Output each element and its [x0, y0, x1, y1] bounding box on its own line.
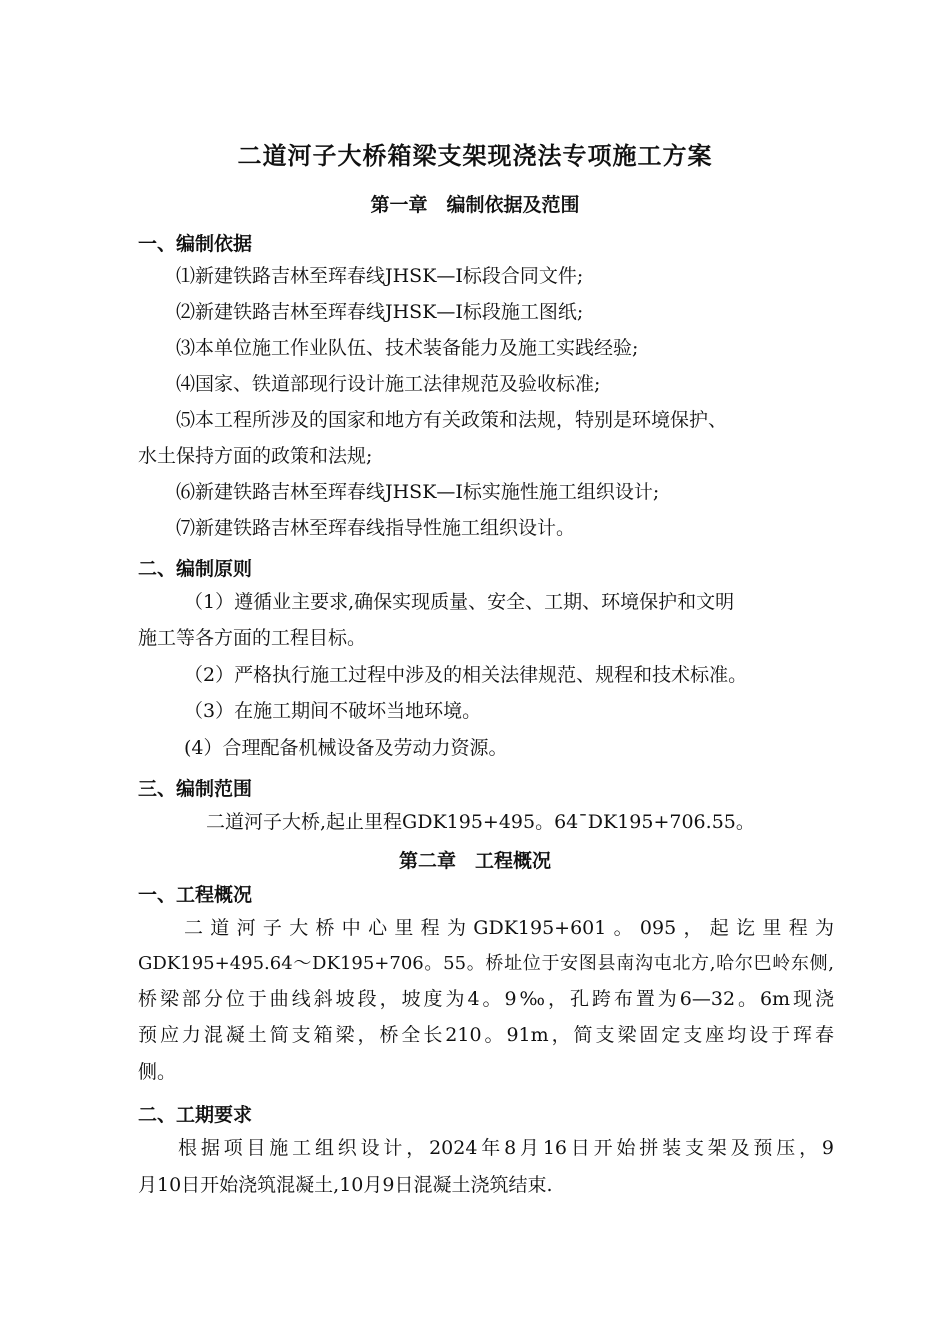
section-heading-principles: 二、编制原则 [138, 558, 253, 580]
section-heading-schedule: 二、工期要求 [138, 1104, 253, 1126]
basis-item-6: ⑹新建铁路吉林至珲春线JHSK—Ⅰ标实施性施工组织设计; [176, 481, 660, 503]
schedule-line-2: 月10日开始浇筑混凝土,10月9日混凝土浇筑结束. [138, 1174, 553, 1196]
section-heading-basis: 一、编制依据 [138, 233, 253, 255]
schedule-line-1: 根据项目施工组织设计，2024年8月16日开始拼装支架及预压，9 [178, 1137, 834, 1159]
overview-line-2: GDK195+495.64～DK195+706。55。桥址位于安图县南沟屯北方,哈尔巴岭东侧, [138, 953, 834, 974]
chapter-2-title: 第二章 工程概况 [398, 850, 551, 872]
basis-item-5: ⑸本工程所涉及的国家和地方有关政策和法规，特别是环境保护、 [176, 409, 728, 431]
section-heading-overview: 一、工程概况 [138, 884, 253, 906]
basis-item-1: ⑴新建铁路吉林至珲春线JHSK—Ⅰ标段合同文件; [176, 265, 584, 287]
basis-item-4: ⑷国家、铁道部现行设计施工法律规范及验收标准; [176, 373, 601, 395]
overview-line-5: 侧。 [138, 1061, 177, 1083]
basis-item-3: ⑶本单位施工作业队伍、技术装备能力及施工实践经验; [176, 337, 639, 359]
principle-item-3: （3）在施工期间不破坏当地环境。 [184, 700, 482, 722]
chapter-1-title: 第一章 编制依据及范围 [370, 194, 580, 216]
principle-item-1: （1）遵循业主要求,确保实现质量、安全、工期、环境保护和文明 [184, 591, 735, 613]
basis-item-2: ⑵新建铁路吉林至珲春线JHSK—Ⅰ标段施工图纸; [176, 301, 584, 323]
document-title: 二道河子大桥箱梁支架现浇法专项施工方案 [237, 141, 713, 170]
overview-line-3: 桥梁部分位于曲线斜坡段，坡度为4。9‰，孔跨布置为6—32。6m现浇 [138, 988, 834, 1010]
basis-item-7: ⑺新建铁路吉林至珲春线指导性施工组织设计。 [176, 517, 576, 539]
basis-item-5-cont: 水土保持方面的政策和法规; [138, 445, 373, 467]
principle-item-2: （2）严格执行施工过程中涉及的相关法律规范、规程和技术标准。 [184, 664, 748, 686]
scope-text: 二道河子大桥,起止里程GDK195+495。64¯DK195+706.55。 [206, 811, 755, 833]
principle-item-1-cont: 施工等各方面的工程目标。 [138, 627, 367, 649]
principle-item-4: (4）合理配备机械设备及劳动力资源。 [184, 737, 508, 759]
overview-line-1: 二道河子大桥中心里程为GDK195+601。095，起讫里程为 [184, 917, 834, 939]
overview-line-4: 预应力混凝土简支箱梁，桥全长210。91m，简支梁固定支座均设于珲春 [138, 1024, 834, 1046]
section-heading-scope: 三、编制范围 [138, 778, 253, 800]
